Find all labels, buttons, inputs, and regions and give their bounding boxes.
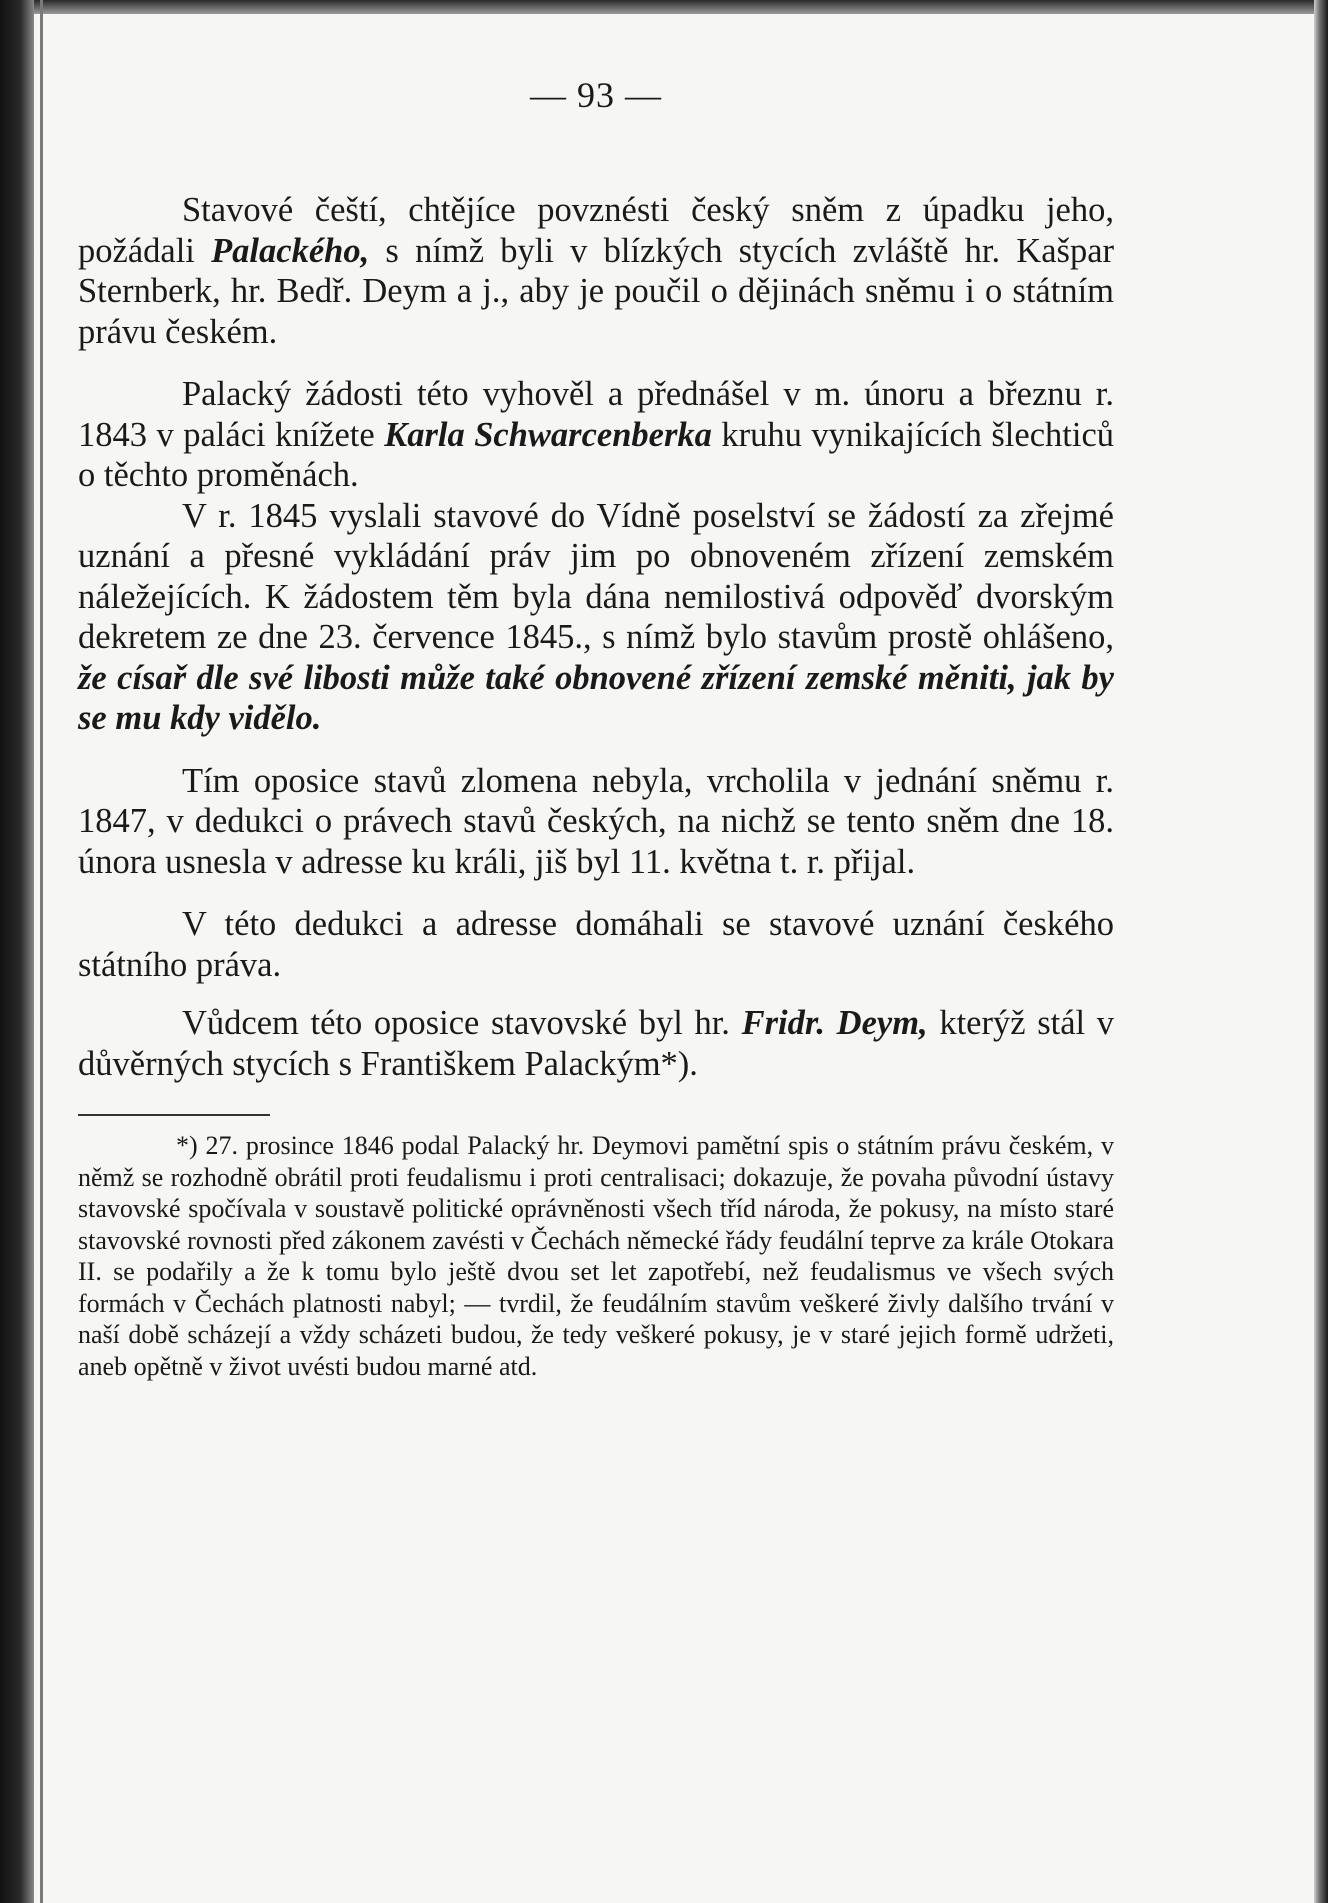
paragraph-6-text-a: Vůdcem této oposice stavovské byl hr.: [182, 1004, 742, 1042]
binding-line: [40, 0, 43, 1903]
footnote: *) 27. prosince 1846 podal Palacký hr. Deymovi pamětní spis o státním právu českém, v němž se rozhodně obrátil proti feudalismu i proti centralisaci; dokazuje, že povaha původní ústavy stavovské spočívala v soustavě politické oprávněnosti všech tříd národa, že pokusy, na místo staré stavovské rovnosti před zákonem zavésti v Čechách německé řády feudální teprve za krále Otokara II. se podařily a že k tomu bylo ještě dvou set let zapotřebí, než feudalismus ve všech svých formách v Čechách platnosti nabyl; — tvrdil, že feudálním stavům veškeré živly dalšího trvání v naší době scházejí a vždy scházeti budou, že tedy veškeré pokusy, je v staré jejich formě udržeti, aneb opětně v život uvésti budou marné atd.: [78, 1131, 1114, 1381]
page-text: [78, 74, 1114, 1382]
paragraph-6-name-deym: Fridr. Deym,: [741, 1004, 928, 1042]
paragraph-6: [78, 1003, 1114, 1084]
paragraph-1: [78, 190, 1114, 352]
paragraph-3-text-a: V r. 1845 vyslali stavové do Vídně poselství se žádostí za zřejmé uznání a přesné vykládání práv jim po obnoveném zřízení zemském náležejících. K žádostem těm byla dána nemilostivá odpověď dvorským dekretem ze dne 23. července 1845., s nímž bylo stavům prostě ohlášeno,: [78, 496, 1114, 656]
paragraph-1-text-b: s nímž byli v blízkých stycích zvláště hr. Kašpar Sternberk, hr. Bedř. Deym a j., aby je poučil o dějinách sněmu i o státním právu českém.: [78, 231, 1114, 351]
scan-edge-right: [1314, 0, 1328, 1903]
paragraph-3-emphasis: že císař dle své libosti může také obnovené zřízení zemské měniti, jak by se mu kdy vidělo.: [78, 658, 1114, 737]
paragraph-2-text-a: Palacký žádosti této vyhověl a přednášel v m. únoru a březnu r. 1843 v paláci knížete: [78, 375, 1114, 454]
page-number: — 93 —: [530, 75, 662, 115]
scan-edge-left: [0, 0, 34, 1903]
paragraph-2-text-b: kruhu vynikajících šlechticů o těchto proměnách.: [78, 415, 1115, 494]
paragraph-5: [78, 904, 1114, 985]
paragraph-3: [78, 496, 1114, 739]
scan-edge-top: [0, 0, 1328, 14]
footnote-divider: [78, 1114, 270, 1116]
paragraph-2: [78, 374, 1114, 496]
paragraph-4-text: Tím oposice stavů zlomena nebyla, vrcholila v jednání sněmu r. 1847, v dedukci o právech stavů českých, na nichž se tento sněm dne 18. února usnesla v adresse ku králi, jiš byl 11. května t. r. přijal.: [78, 761, 1114, 881]
paragraph-2-name-schwarcenberk: Karla Schwarcenberka: [384, 415, 712, 454]
paragraph-1-text-a: Stavové čeští, chtějíce povznésti český sněm z úpadku jeho, požádali: [78, 191, 1114, 270]
paragraph-5-text: V této dedukci a adresse domáhali se stavové uznání českého státního práva.: [78, 905, 1114, 984]
paragraph-6-text-b: kterýž stál v důvěrných stycích s Františkem Palackým*).: [78, 1004, 1115, 1083]
paragraph-4: [78, 761, 1114, 883]
paragraph-1-name-palacky: Palackého,: [211, 231, 370, 270]
